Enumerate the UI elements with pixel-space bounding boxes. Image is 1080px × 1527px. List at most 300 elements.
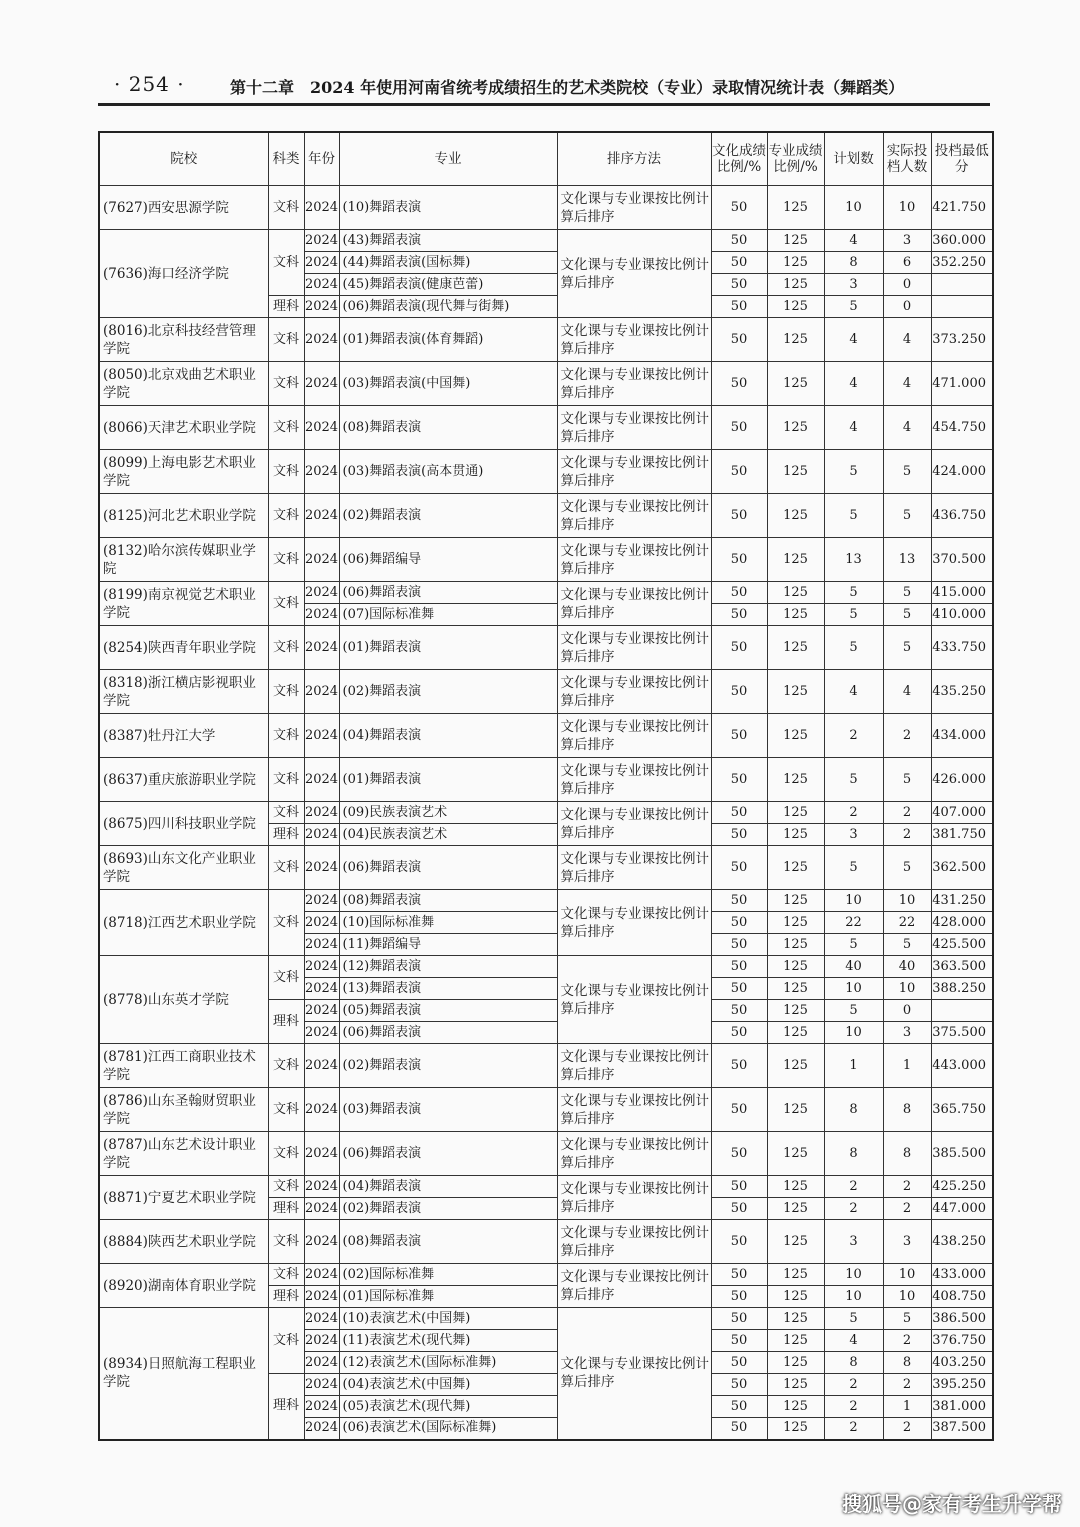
- plan-count-cell: 10: [824, 1022, 883, 1044]
- table-row: [99, 450, 993, 494]
- year-cell: 2024: [304, 934, 339, 956]
- table-row: [99, 1264, 993, 1286]
- major-ratio-cell: 125: [767, 1330, 824, 1352]
- culture-ratio-cell: 50: [711, 1044, 767, 1088]
- year-cell: 2024: [304, 1022, 339, 1044]
- col-header: 排序方法: [557, 132, 711, 186]
- year-cell: 2024: [304, 890, 339, 912]
- culture-ratio-cell: 50: [711, 824, 767, 846]
- major-ratio-cell: 125: [767, 1286, 824, 1308]
- actual-count-cell: 5: [883, 846, 931, 890]
- plan-count-cell: 4: [824, 1330, 883, 1352]
- year-cell: 2024: [304, 1088, 339, 1132]
- major-ratio-cell: 125: [767, 604, 824, 626]
- major-cell: (04)民族表演艺术: [339, 824, 557, 846]
- culture-ratio-cell: 50: [711, 406, 767, 450]
- culture-ratio-cell: 50: [711, 714, 767, 758]
- major-ratio-cell: 125: [767, 1264, 824, 1286]
- major-cell: (02)舞蹈表演: [339, 670, 557, 714]
- ranking-method: 文化课与专业课按比例计算后排序: [557, 758, 711, 802]
- subject-type: 文科: [268, 670, 304, 714]
- major-cell: (06)表演艺术(国际标准舞): [339, 1418, 557, 1440]
- table-row: [99, 318, 993, 362]
- major-cell: (06)舞蹈表演: [339, 1022, 557, 1044]
- actual-count-cell: 3: [883, 230, 931, 252]
- table-row: [99, 406, 993, 450]
- header-rule: [98, 103, 990, 106]
- table-row: [99, 714, 993, 758]
- major-cell: (10)表演艺术(中国舞): [339, 1308, 557, 1330]
- min-score-cell: 433.750: [931, 626, 993, 670]
- school-name: (8693)山东文化产业职业学院: [99, 846, 268, 890]
- table-row: [99, 230, 993, 252]
- major-cell: (04)舞蹈表演: [339, 714, 557, 758]
- actual-count-cell: 2: [883, 1374, 931, 1396]
- actual-count-cell: 0: [883, 1000, 931, 1022]
- table-row: [99, 670, 993, 714]
- ranking-method: 文化课与专业课按比例计算后排序: [557, 956, 711, 1044]
- year-cell: 2024: [304, 1374, 339, 1396]
- major-cell: (06)舞蹈表演(现代舞与街舞): [339, 296, 557, 318]
- major-ratio-cell: 125: [767, 758, 824, 802]
- min-score-cell: 373.250: [931, 318, 993, 362]
- ranking-method: 文化课与专业课按比例计算后排序: [557, 1132, 711, 1176]
- year-cell: 2024: [304, 714, 339, 758]
- table-row: [99, 538, 993, 582]
- actual-count-cell: 13: [883, 538, 931, 582]
- year-cell: 2024: [304, 626, 339, 670]
- actual-count-cell: 5: [883, 934, 931, 956]
- min-score-cell: 352.250: [931, 252, 993, 274]
- culture-ratio-cell: 50: [711, 1418, 767, 1440]
- year-cell: 2024: [304, 582, 339, 604]
- major-ratio-cell: 125: [767, 824, 824, 846]
- actual-count-cell: 5: [883, 582, 931, 604]
- school-name: (8050)北京戏曲艺术职业学院: [99, 362, 268, 406]
- ranking-method: 文化课与专业课按比例计算后排序: [557, 230, 711, 318]
- table-row: [99, 1088, 993, 1132]
- ranking-method: 文化课与专业课按比例计算后排序: [557, 450, 711, 494]
- ranking-method: 文化课与专业课按比例计算后排序: [557, 626, 711, 670]
- table-row: [99, 362, 993, 406]
- major-cell: (01)国际标准舞: [339, 1286, 557, 1308]
- major-cell: (05)舞蹈表演: [339, 1000, 557, 1022]
- actual-count-cell: 4: [883, 406, 931, 450]
- school-name: (8099)上海电影艺术职业学院: [99, 450, 268, 494]
- culture-ratio-cell: 50: [711, 1396, 767, 1418]
- plan-count-cell: 2: [824, 1374, 883, 1396]
- actual-count-cell: 10: [883, 186, 931, 230]
- subject-type: 文科: [268, 890, 304, 956]
- plan-count-cell: 5: [824, 1000, 883, 1022]
- actual-count-cell: 10: [883, 1286, 931, 1308]
- actual-count-cell: 4: [883, 318, 931, 362]
- min-score-cell: [931, 1000, 993, 1022]
- table-row: [99, 1308, 993, 1330]
- plan-count-cell: 3: [824, 1220, 883, 1264]
- ranking-method: 文化课与专业课按比例计算后排序: [557, 714, 711, 758]
- school-name: (8066)天津艺术职业学院: [99, 406, 268, 450]
- year-cell: 2024: [304, 274, 339, 296]
- year-cell: 2024: [304, 362, 339, 406]
- year-cell: 2024: [304, 1000, 339, 1022]
- min-score-cell: 365.750: [931, 1088, 993, 1132]
- major-ratio-cell: 125: [767, 1044, 824, 1088]
- table-row: [99, 626, 993, 670]
- major-ratio-cell: 125: [767, 1132, 824, 1176]
- admission-table: [98, 131, 994, 1441]
- ranking-method: 文化课与专业课按比例计算后排序: [557, 494, 711, 538]
- min-score-cell: 434.000: [931, 714, 993, 758]
- col-header: 文化成绩比例/%: [711, 132, 767, 186]
- plan-count-cell: 2: [824, 714, 883, 758]
- min-score-cell: 454.750: [931, 406, 993, 450]
- school-name: (8920)湖南体育职业学院: [99, 1264, 268, 1308]
- year-cell: 2024: [304, 956, 339, 978]
- major-ratio-cell: 125: [767, 1396, 824, 1418]
- actual-count-cell: 5: [883, 1308, 931, 1330]
- ranking-method: 文化课与专业课按比例计算后排序: [557, 890, 711, 956]
- min-score-cell: 471.000: [931, 362, 993, 406]
- school-name: (7627)西安思源学院: [99, 186, 268, 230]
- major-ratio-cell: 125: [767, 1198, 824, 1220]
- actual-count-cell: 0: [883, 274, 931, 296]
- culture-ratio-cell: 50: [711, 186, 767, 230]
- table-row: [99, 186, 993, 230]
- subject-type: 文科: [268, 714, 304, 758]
- major-cell: (12)表演艺术(国际标准舞): [339, 1352, 557, 1374]
- plan-count-cell: 10: [824, 1286, 883, 1308]
- plan-count-cell: 5: [824, 1308, 883, 1330]
- year-cell: 2024: [304, 1220, 339, 1264]
- subject-type: 文科: [268, 538, 304, 582]
- min-score-cell: 443.000: [931, 1044, 993, 1088]
- major-cell: (13)舞蹈表演: [339, 978, 557, 1000]
- actual-count-cell: 10: [883, 978, 931, 1000]
- plan-count-cell: 1: [824, 1044, 883, 1088]
- culture-ratio-cell: 50: [711, 296, 767, 318]
- min-score-cell: 447.000: [931, 1198, 993, 1220]
- subject-type: 理科: [268, 1000, 304, 1044]
- subject-type: 文科: [268, 406, 304, 450]
- plan-count-cell: 2: [824, 802, 883, 824]
- culture-ratio-cell: 50: [711, 538, 767, 582]
- school-name: (8787)山东艺术设计职业学院: [99, 1132, 268, 1176]
- year-cell: 2024: [304, 230, 339, 252]
- plan-count-cell: 5: [824, 626, 883, 670]
- plan-count-cell: 5: [824, 846, 883, 890]
- plan-count-cell: 3: [824, 274, 883, 296]
- min-score-cell: 388.250: [931, 978, 993, 1000]
- school-name: (8254)陕西青年职业学院: [99, 626, 268, 670]
- major-ratio-cell: 125: [767, 956, 824, 978]
- major-ratio-cell: 125: [767, 362, 824, 406]
- actual-count-cell: 10: [883, 890, 931, 912]
- year-cell: 2024: [304, 1396, 339, 1418]
- school-name: (8637)重庆旅游职业学院: [99, 758, 268, 802]
- culture-ratio-cell: 50: [711, 1286, 767, 1308]
- major-cell: (07)国际标准舞: [339, 604, 557, 626]
- ranking-method: 文化课与专业课按比例计算后排序: [557, 1044, 711, 1088]
- culture-ratio-cell: 50: [711, 1132, 767, 1176]
- plan-count-cell: 4: [824, 670, 883, 714]
- year-cell: 2024: [304, 802, 339, 824]
- subject-type: 理科: [268, 1286, 304, 1308]
- major-ratio-cell: 125: [767, 252, 824, 274]
- year-cell: 2024: [304, 1330, 339, 1352]
- major-cell: (03)舞蹈表演: [339, 1088, 557, 1132]
- major-ratio-cell: 125: [767, 890, 824, 912]
- culture-ratio-cell: 50: [711, 978, 767, 1000]
- culture-ratio-cell: 50: [711, 1220, 767, 1264]
- plan-count-cell: 8: [824, 1088, 883, 1132]
- subject-type: 文科: [268, 846, 304, 890]
- actual-count-cell: 6: [883, 252, 931, 274]
- min-score-cell: 431.250: [931, 890, 993, 912]
- major-cell: (08)舞蹈表演: [339, 406, 557, 450]
- min-score-cell: [931, 274, 993, 296]
- subject-type: 理科: [268, 1198, 304, 1220]
- table-row: [99, 582, 993, 604]
- school-name: (8934)日照航海工程职业学院: [99, 1308, 268, 1440]
- subject-type: 文科: [268, 1044, 304, 1088]
- min-score-cell: 426.000: [931, 758, 993, 802]
- table-row: [99, 802, 993, 824]
- major-ratio-cell: 125: [767, 538, 824, 582]
- min-score-cell: [931, 296, 993, 318]
- year-cell: 2024: [304, 406, 339, 450]
- ranking-method: 文化课与专业课按比例计算后排序: [557, 362, 711, 406]
- subject-type: 文科: [268, 1132, 304, 1176]
- plan-count-cell: 40: [824, 956, 883, 978]
- actual-count-cell: 3: [883, 1220, 931, 1264]
- source-watermark: 搜狐号@家有考生升学帮: [842, 1492, 1062, 1516]
- culture-ratio-cell: 50: [711, 494, 767, 538]
- major-cell: (04)表演艺术(中国舞): [339, 1374, 557, 1396]
- plan-count-cell: 2: [824, 1396, 883, 1418]
- culture-ratio-cell: 50: [711, 252, 767, 274]
- ranking-method: 文化课与专业课按比例计算后排序: [557, 582, 711, 626]
- subject-type: 文科: [268, 318, 304, 362]
- major-cell: (06)舞蹈表演: [339, 582, 557, 604]
- plan-count-cell: 5: [824, 494, 883, 538]
- major-cell: (06)舞蹈表演: [339, 846, 557, 890]
- major-ratio-cell: 125: [767, 186, 824, 230]
- chapter-title: 第十二章 2024 年使用河南省统考成绩招生的艺术类院校（专业）录取情况统计表（舞蹈类）: [230, 78, 905, 97]
- actual-count-cell: 2: [883, 1176, 931, 1198]
- school-name: (8786)山东圣翰财贸职业学院: [99, 1088, 268, 1132]
- min-score-cell: 433.000: [931, 1264, 993, 1286]
- year-cell: 2024: [304, 296, 339, 318]
- table-header-row: [99, 132, 993, 186]
- col-header: 实际投档人数: [883, 132, 931, 186]
- year-cell: 2024: [304, 912, 339, 934]
- plan-count-cell: 5: [824, 758, 883, 802]
- major-ratio-cell: 125: [767, 1022, 824, 1044]
- table-row: [99, 494, 993, 538]
- min-score-cell: 385.500: [931, 1132, 993, 1176]
- school-name: (8718)江西艺术职业学院: [99, 890, 268, 956]
- school-name: (8016)北京科技经营管理学院: [99, 318, 268, 362]
- table-row: [99, 890, 993, 912]
- min-score-cell: 395.250: [931, 1374, 993, 1396]
- plan-count-cell: 8: [824, 1132, 883, 1176]
- subject-type: 文科: [268, 758, 304, 802]
- min-score-cell: 425.500: [931, 934, 993, 956]
- subject-type: 文科: [268, 1220, 304, 1264]
- year-cell: 2024: [304, 978, 339, 1000]
- plan-count-cell: 5: [824, 450, 883, 494]
- min-score-cell: 363.500: [931, 956, 993, 978]
- subject-type: 文科: [268, 626, 304, 670]
- year-cell: 2024: [304, 1352, 339, 1374]
- plan-count-cell: 3: [824, 824, 883, 846]
- actual-count-cell: 2: [883, 824, 931, 846]
- culture-ratio-cell: 50: [711, 450, 767, 494]
- year-cell: 2024: [304, 1176, 339, 1198]
- major-ratio-cell: 125: [767, 230, 824, 252]
- year-cell: 2024: [304, 1198, 339, 1220]
- subject-type: 文科: [268, 1308, 304, 1374]
- major-ratio-cell: 125: [767, 582, 824, 604]
- min-score-cell: 415.000: [931, 582, 993, 604]
- ranking-method: 文化课与专业课按比例计算后排序: [557, 186, 711, 230]
- actual-count-cell: 2: [883, 1418, 931, 1440]
- min-score-cell: 362.500: [931, 846, 993, 890]
- year-cell: 2024: [304, 252, 339, 274]
- major-ratio-cell: 125: [767, 1088, 824, 1132]
- culture-ratio-cell: 50: [711, 1330, 767, 1352]
- major-ratio-cell: 125: [767, 714, 824, 758]
- culture-ratio-cell: 50: [711, 1000, 767, 1022]
- major-ratio-cell: 125: [767, 802, 824, 824]
- subject-type: 理科: [268, 824, 304, 846]
- major-ratio-cell: 125: [767, 274, 824, 296]
- major-ratio-cell: 125: [767, 978, 824, 1000]
- culture-ratio-cell: 50: [711, 1264, 767, 1286]
- subject-type: 文科: [268, 494, 304, 538]
- actual-count-cell: 4: [883, 670, 931, 714]
- culture-ratio-cell: 50: [711, 1308, 767, 1330]
- actual-count-cell: 1: [883, 1044, 931, 1088]
- min-score-cell: 438.250: [931, 1220, 993, 1264]
- plan-count-cell: 10: [824, 186, 883, 230]
- school-name: (8132)哈尔滨传媒职业学院: [99, 538, 268, 582]
- school-name: (8318)浙江横店影视职业学院: [99, 670, 268, 714]
- school-name: (8125)河北艺术职业学院: [99, 494, 268, 538]
- page-number: · 254 ·: [114, 72, 185, 96]
- min-score-cell: 386.500: [931, 1308, 993, 1330]
- subject-type: 文科: [268, 362, 304, 406]
- min-score-cell: 370.500: [931, 538, 993, 582]
- year-cell: 2024: [304, 1418, 339, 1440]
- year-cell: 2024: [304, 538, 339, 582]
- major-cell: (02)舞蹈表演: [339, 1044, 557, 1088]
- major-cell: (43)舞蹈表演: [339, 230, 557, 252]
- year-cell: 2024: [304, 186, 339, 230]
- col-header: 专业成绩比例/%: [767, 132, 824, 186]
- school-name: (8884)陕西艺术职业学院: [99, 1220, 268, 1264]
- school-name: (8781)江西工商职业技术学院: [99, 1044, 268, 1088]
- major-cell: (12)舞蹈表演: [339, 956, 557, 978]
- ranking-method: 文化课与专业课按比例计算后排序: [557, 318, 711, 362]
- major-cell: (11)表演艺术(现代舞): [339, 1330, 557, 1352]
- table-row: [99, 846, 993, 890]
- ranking-method: 文化课与专业课按比例计算后排序: [557, 1308, 711, 1440]
- ranking-method: 文化课与专业课按比例计算后排序: [557, 406, 711, 450]
- subject-type: 文科: [268, 186, 304, 230]
- plan-count-cell: 4: [824, 406, 883, 450]
- page-header: [100, 72, 988, 102]
- major-ratio-cell: 125: [767, 450, 824, 494]
- plan-count-cell: 10: [824, 978, 883, 1000]
- culture-ratio-cell: 50: [711, 912, 767, 934]
- subject-type: 文科: [268, 1176, 304, 1198]
- school-name: (8387)牡丹江大学: [99, 714, 268, 758]
- actual-count-cell: 5: [883, 626, 931, 670]
- plan-count-cell: 5: [824, 934, 883, 956]
- actual-count-cell: 40: [883, 956, 931, 978]
- table-row: [99, 1176, 993, 1198]
- plan-count-cell: 5: [824, 582, 883, 604]
- plan-count-cell: 13: [824, 538, 883, 582]
- subject-type: 文科: [268, 802, 304, 824]
- ranking-method: 文化课与专业课按比例计算后排序: [557, 670, 711, 714]
- subject-type: 理科: [268, 296, 304, 318]
- min-score-cell: 435.250: [931, 670, 993, 714]
- min-score-cell: 424.000: [931, 450, 993, 494]
- actual-count-cell: 5: [883, 604, 931, 626]
- major-cell: (01)舞蹈表演: [339, 626, 557, 670]
- actual-count-cell: 4: [883, 362, 931, 406]
- ranking-method: 文化课与专业课按比例计算后排序: [557, 538, 711, 582]
- plan-count-cell: 4: [824, 362, 883, 406]
- culture-ratio-cell: 50: [711, 1198, 767, 1220]
- culture-ratio-cell: 50: [711, 230, 767, 252]
- plan-count-cell: 10: [824, 890, 883, 912]
- year-cell: 2024: [304, 1132, 339, 1176]
- actual-count-cell: 5: [883, 450, 931, 494]
- culture-ratio-cell: 50: [711, 1352, 767, 1374]
- major-ratio-cell: 125: [767, 912, 824, 934]
- culture-ratio-cell: 50: [711, 758, 767, 802]
- school-name: (8675)四川科技职业学院: [99, 802, 268, 846]
- major-cell: (06)舞蹈编导: [339, 538, 557, 582]
- ranking-method: 文化课与专业课按比例计算后排序: [557, 1088, 711, 1132]
- year-cell: 2024: [304, 670, 339, 714]
- subject-type: 理科: [268, 1374, 304, 1440]
- min-score-cell: 436.750: [931, 494, 993, 538]
- culture-ratio-cell: 50: [711, 318, 767, 362]
- year-cell: 2024: [304, 1264, 339, 1286]
- major-cell: (10)国际标准舞: [339, 912, 557, 934]
- major-ratio-cell: 125: [767, 406, 824, 450]
- col-header: 投档最低分: [931, 132, 993, 186]
- table-row: [99, 956, 993, 978]
- plan-count-cell: 8: [824, 1352, 883, 1374]
- major-cell: (02)舞蹈表演: [339, 494, 557, 538]
- min-score-cell: 407.000: [931, 802, 993, 824]
- major-cell: (02)舞蹈表演: [339, 1198, 557, 1220]
- actual-count-cell: 8: [883, 1088, 931, 1132]
- col-header: 院校: [99, 132, 268, 186]
- subject-type: 文科: [268, 450, 304, 494]
- major-ratio-cell: 125: [767, 846, 824, 890]
- major-cell: (08)舞蹈表演: [339, 1220, 557, 1264]
- major-cell: (01)舞蹈表演(体育舞蹈): [339, 318, 557, 362]
- subject-type: 文科: [268, 1264, 304, 1286]
- major-cell: (03)舞蹈表演(高本贯通): [339, 450, 557, 494]
